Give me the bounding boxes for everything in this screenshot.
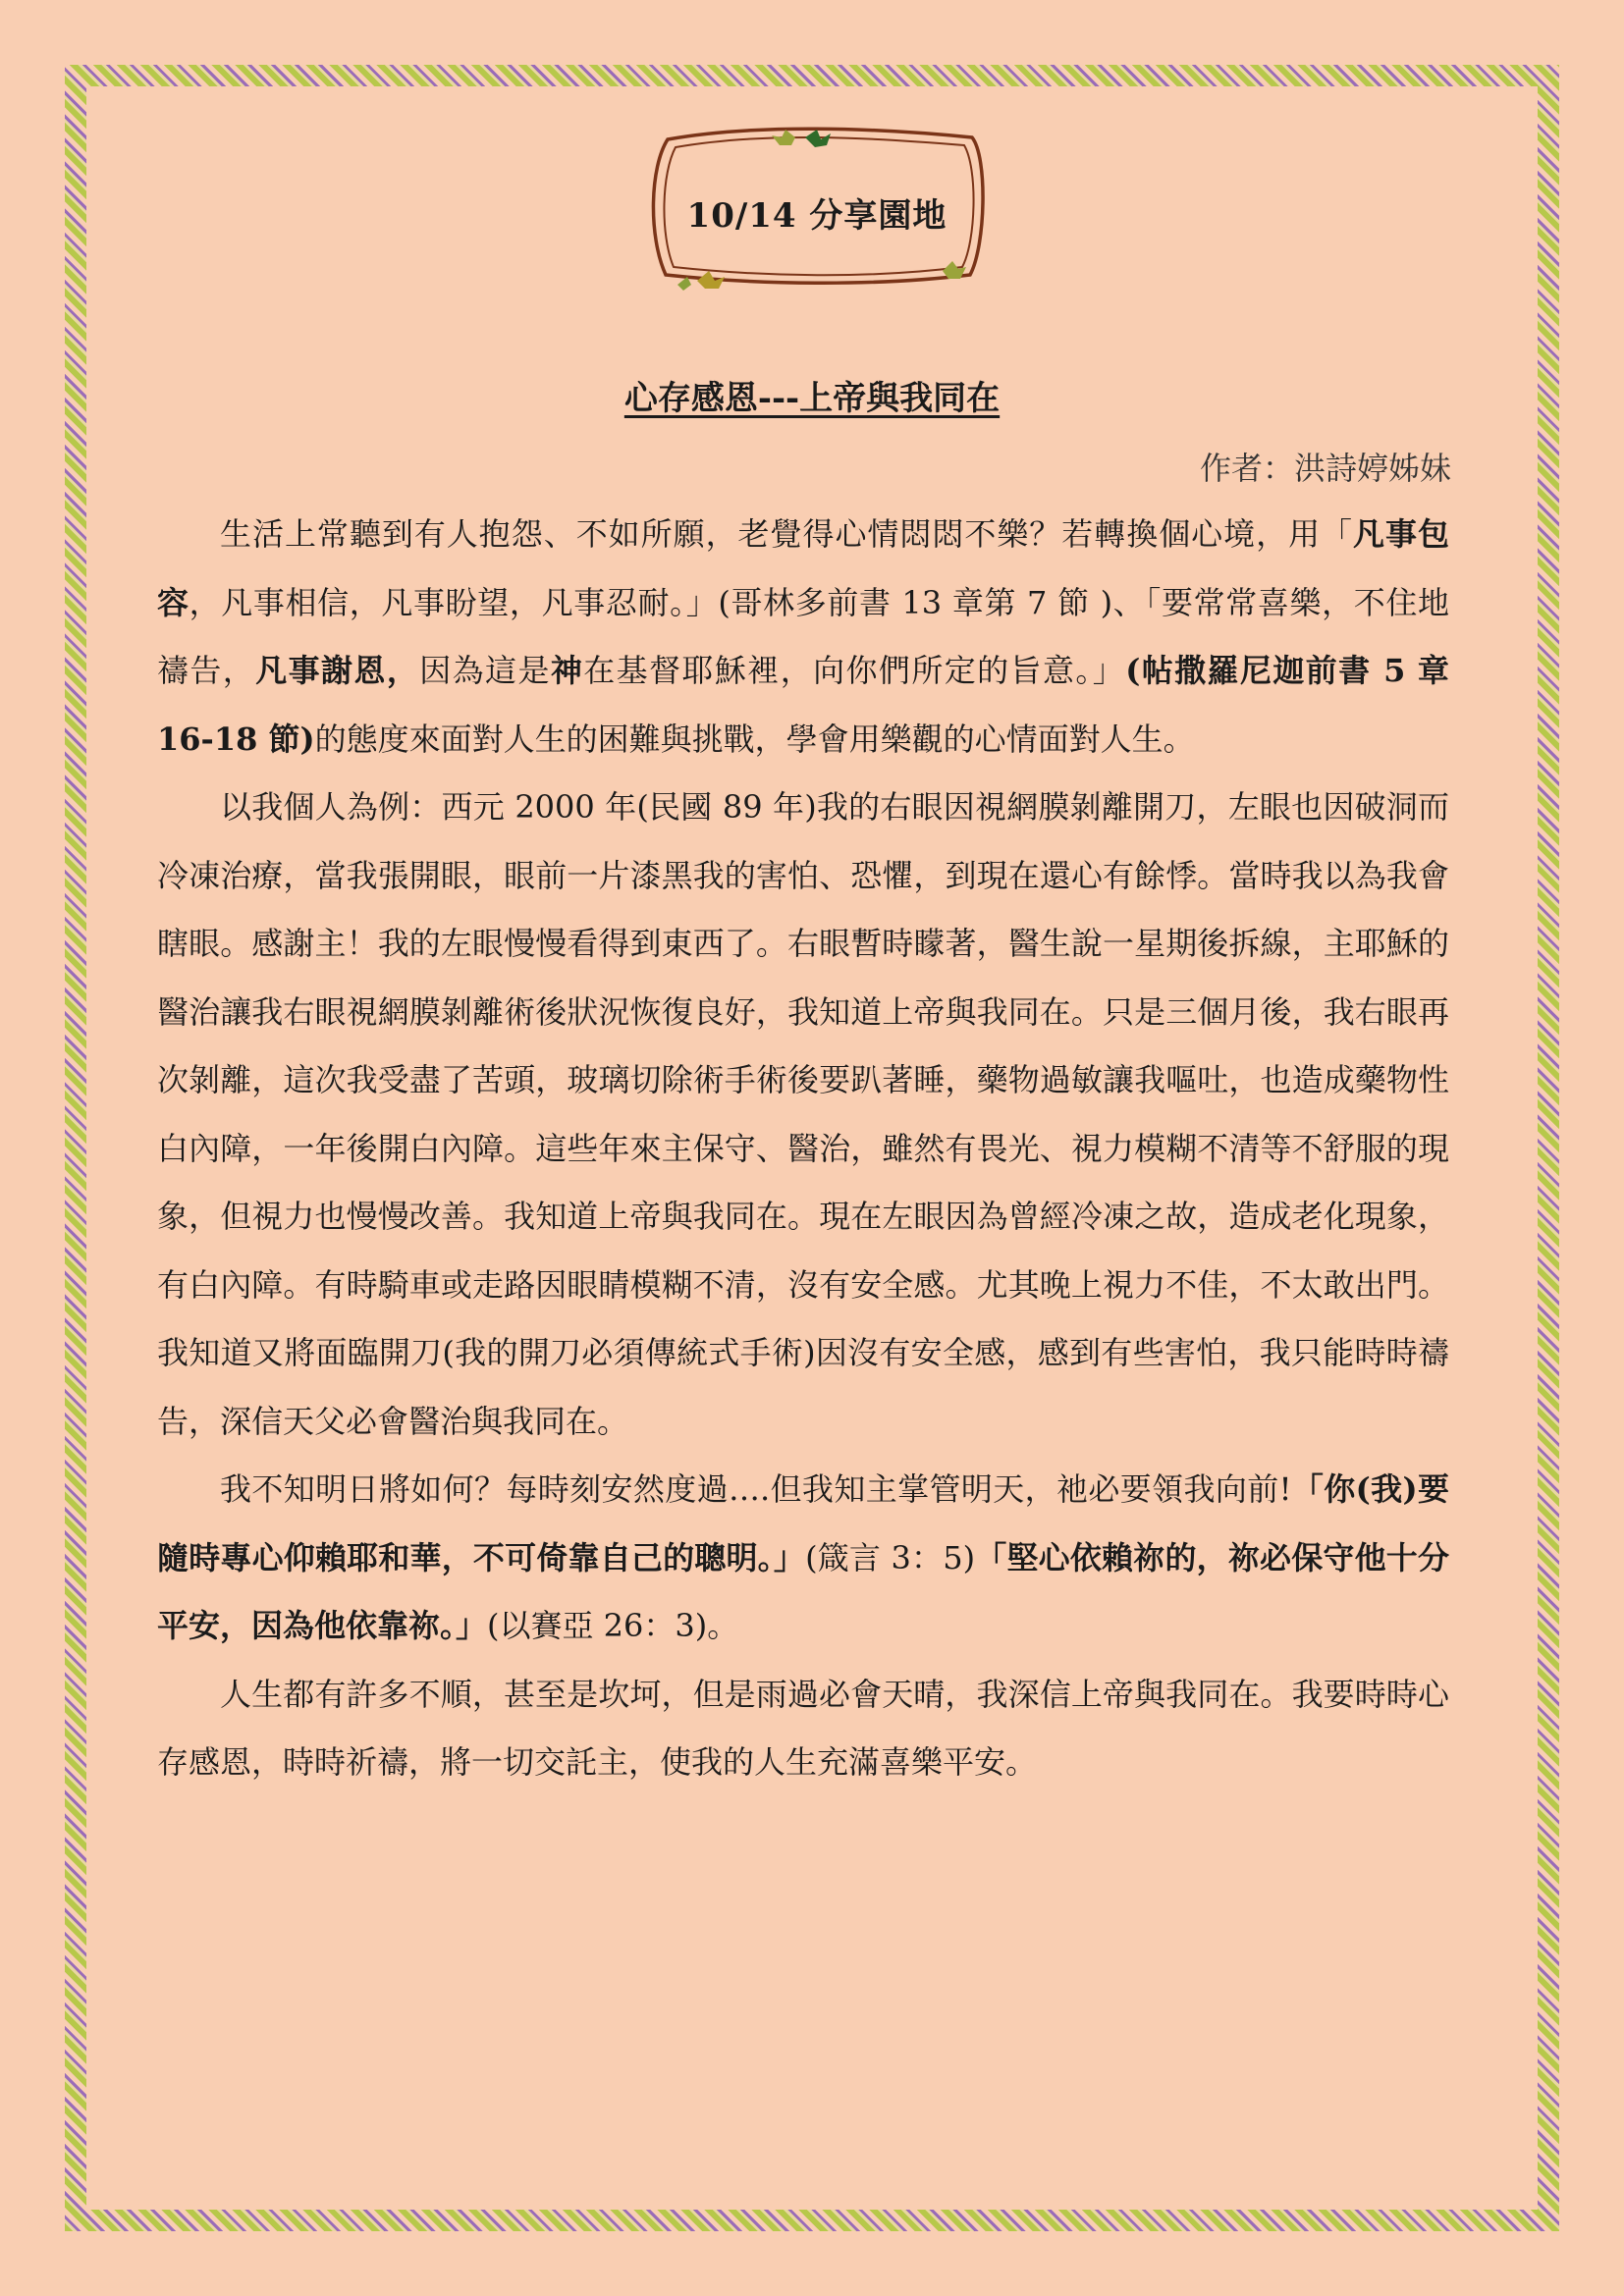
article-paragraph	[157, 1661, 1449, 1797]
paragraph-text: 人生都有許多不順，甚至是坎坷，但是雨過必會天晴，我深信上帝與我同在。我要時時心存感恩，時時祈禱，將一切交託主，使我的人生充滿喜樂平安。	[157, 1675, 1449, 1781]
title-frame	[638, 118, 996, 294]
page-title: 10/14 分享園地	[686, 196, 947, 236]
paragraph-text: 生活上常聽到有人抱怨、不如所願，老覺得心情悶悶不樂？若轉換個心境，用「	[220, 515, 1354, 553]
article-paragraph	[157, 501, 1449, 774]
article-heading: 心存感恩---上帝與我同在	[623, 379, 1001, 418]
paragraph-text: 我不知明日將如何？每時刻安然度過….但我知主掌管明天，祂必要領我向前!	[220, 1470, 1292, 1508]
emphasis-text: 凡事包容	[157, 515, 1449, 621]
article-paragraph	[157, 1456, 1449, 1661]
emphasis-text: (帖撒羅尼迦前書 5 章 16-18 節)	[157, 652, 1449, 758]
paragraph-text: 因為這是	[419, 652, 551, 689]
paragraph-text: (以賽亞 26：3)。	[487, 1607, 739, 1644]
paragraph-text: 在基督耶穌裡，向你們所定的旨意。」	[583, 652, 1126, 689]
paragraph-text: (箴言 3：5)	[805, 1538, 976, 1576]
article-paragraph	[157, 774, 1449, 1456]
paragraph-text: ，凡事相信，凡事盼望，凡事忍耐。」(哥林多前書 13 章第 7 節 )、「要常常喜樂，不住地禱告，	[157, 583, 1449, 689]
paragraph-text: 的態度來面對人生的困難與挑戰，學會用樂觀的心情面對人生。	[314, 720, 1195, 758]
article-body	[157, 501, 1449, 1797]
author-line: 作者：洪詩婷姊妹	[1199, 450, 1451, 487]
paragraph-text: 以我個人為例：西元 2000 年(民國 89 年)我的右眼因視網膜剝離開刀，左眼也因破洞而冷凍治療，當我張開眼，眼前一片漆黑我的害怕、恐懼，到現在還心有餘悸。當時我以為我會瞎眼。感謝主！我的左眼慢慢看得到東西了。右眼暫時矇著，醫生說一星期後拆線，主耶穌的醫治讓我右眼視網膜剝離術後狀況恢復良好，我知道上帝與我同在。只是三個月後，我右眼再次剝離，這次我受盡了苦頭，玻璃切除術手術後要趴著睡，藥物過敏讓我嘔吐，也造成藥物性白內障，一年後開白內障。這些年來主保守、醫治，雖然有畏光、視力模糊不清等不舒服的現象，但視力也慢慢改善。我知道上帝與我同在。現在左眼因為曾經冷凍之故，造成老化現象，有白內障。有時騎車或走路因眼睛模糊不清，沒有安全感。尤其晚上視力不佳，不太敢出門。我知道又將面臨開刀(我的開刀必須傳統式手術)因沒有安全感，感到有些害怕，我只能時時禱告，深信天父必會醫治與我同在。	[157, 788, 1449, 1440]
emphasis-text: 「你(我)要隨時專心仰賴耶和華，不可倚靠自己的聰明。」	[157, 1470, 1449, 1576]
emphasis-text: 神	[550, 652, 584, 689]
emphasis-text: 凡事謝恩，	[255, 652, 420, 689]
emphasis-text: 「堅心依賴祢的，祢必保守他十分平安，因為他依靠祢。」	[157, 1538, 1449, 1644]
